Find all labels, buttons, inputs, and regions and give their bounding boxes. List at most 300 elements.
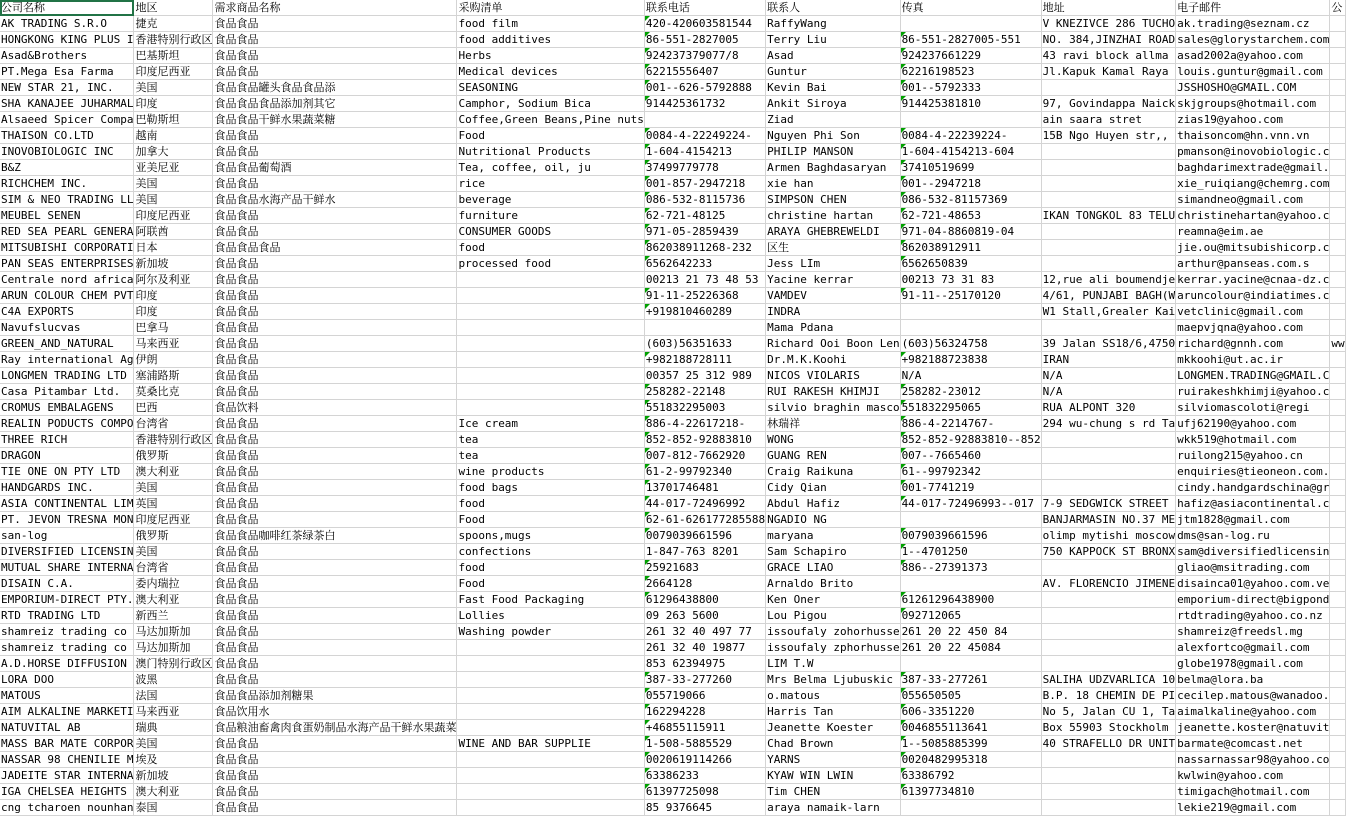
table-cell[interactable]: 巴拿马 xyxy=(134,320,213,336)
table-cell[interactable]: 阿联酋 xyxy=(134,224,213,240)
table-cell[interactable]: 25921683 xyxy=(644,560,765,576)
table-cell[interactable]: food xyxy=(457,240,644,256)
table-cell[interactable] xyxy=(1330,208,1345,224)
table-cell[interactable]: 086-532-81157369 xyxy=(900,192,1041,208)
table-cell[interactable]: Yacine kerrar xyxy=(766,272,900,288)
table-cell[interactable]: kwlwin@yahoo.com xyxy=(1176,768,1330,784)
table-cell[interactable]: 食品食品 xyxy=(213,416,457,432)
table-cell[interactable]: GREEN_AND_NATURAL xyxy=(0,336,134,352)
table-cell[interactable]: 食品食品 xyxy=(213,64,457,80)
table-cell[interactable] xyxy=(1330,80,1345,96)
table-cell[interactable]: timigach@hotmail.com xyxy=(1176,784,1330,800)
table-cell[interactable]: 551832295065 xyxy=(900,400,1041,416)
table-cell[interactable]: Lou Pigou xyxy=(766,608,900,624)
table-cell[interactable]: 43 ravi block allma xyxy=(1041,48,1175,64)
table-cell[interactable]: 食品食品咖啡红茶绿茶白 xyxy=(213,528,457,544)
table-cell[interactable] xyxy=(457,640,644,656)
table-cell[interactable]: 食品食品 xyxy=(213,384,457,400)
table-cell[interactable]: issoufaly zphorhusse xyxy=(767,641,900,654)
table-cell[interactable] xyxy=(1330,272,1345,288)
table-cell[interactable] xyxy=(1330,704,1345,720)
table-cell[interactable]: 瑞典 xyxy=(134,720,213,736)
table-cell[interactable] xyxy=(1041,800,1175,816)
table-cell[interactable]: 0020619114266 xyxy=(644,752,765,768)
table-cell[interactable]: 食品食品 xyxy=(213,608,457,624)
table-cell[interactable]: 法国 xyxy=(134,688,213,704)
table-cell[interactable]: 食品食品 xyxy=(213,640,457,656)
table-cell[interactable]: DRAGON xyxy=(0,448,134,464)
table-cell[interactable]: 924237379077/8 xyxy=(644,48,765,64)
table-cell[interactable]: 387-33-277261 xyxy=(900,672,1041,688)
table-cell[interactable]: 美国 xyxy=(134,480,213,496)
table-cell[interactable]: PHILIP MANSON xyxy=(766,144,900,160)
table-cell[interactable]: GUANG REN xyxy=(766,448,900,464)
table-cell[interactable]: IGA CHELSEA HEIGHTS xyxy=(0,784,134,800)
table-cell[interactable] xyxy=(457,320,644,336)
table-cell[interactable] xyxy=(1330,752,1345,768)
table-cell[interactable]: AIM ALKALINE MARKETI xyxy=(1,705,134,718)
table-cell[interactable]: issoufaly zohorhusse xyxy=(767,625,900,638)
table-cell[interactable]: REALIN PODUCTS COMPO xyxy=(1,417,134,430)
table-cell[interactable]: 44-017-72496993--017 xyxy=(900,496,1041,512)
table-cell[interactable]: araya namaik-larn xyxy=(766,800,900,816)
table-cell[interactable]: 印度 xyxy=(134,304,213,320)
table-cell[interactable]: 食品食品水海产品干鲜水 xyxy=(213,192,457,208)
table-cell[interactable] xyxy=(1330,16,1345,32)
table-cell[interactable]: nassarnassar98@yahoo.co xyxy=(1177,753,1330,766)
table-cell[interactable]: 区生 xyxy=(766,240,900,256)
table-cell[interactable]: simandneo@gmail.com xyxy=(1176,192,1330,208)
table-cell[interactable] xyxy=(1330,192,1345,208)
table-cell[interactable]: EMPORIUM-DIRECT PTY. xyxy=(1,593,134,606)
table-cell[interactable]: HANDGARDS INC. xyxy=(0,480,134,496)
table-cell[interactable] xyxy=(900,112,1041,128)
table-cell[interactable]: Ken Oner xyxy=(766,592,900,608)
table-cell[interactable]: 1-604-4154213-604 xyxy=(900,144,1041,160)
table-cell[interactable]: 英国 xyxy=(134,496,213,512)
table-cell[interactable]: MATOUS xyxy=(0,688,134,704)
column-header-cell[interactable]: 传真 xyxy=(900,0,1041,16)
table-cell[interactable]: 食品食品食品添加剂其它 xyxy=(213,96,457,112)
table-cell[interactable]: maryana xyxy=(766,528,900,544)
column-header-cell[interactable]: 公司名称 xyxy=(0,0,134,16)
table-cell[interactable]: Herbs xyxy=(457,48,644,64)
table-cell[interactable] xyxy=(457,288,644,304)
table-cell[interactable]: B.P. 18 CHEMIN DE PI xyxy=(1042,689,1176,702)
table-cell[interactable] xyxy=(1330,480,1345,496)
table-cell[interactable]: A.D.HORSE DIFFUSION xyxy=(0,656,134,672)
table-cell[interactable] xyxy=(1041,752,1175,768)
table-cell[interactable]: christinehartan@yahoo.c xyxy=(1177,209,1330,222)
table-cell[interactable]: cng tcharoen nounhan xyxy=(1,801,134,814)
table-cell[interactable]: 美国 xyxy=(134,80,213,96)
table-cell[interactable] xyxy=(457,720,644,736)
table-cell[interactable]: Food xyxy=(457,128,644,144)
table-cell[interactable]: tea xyxy=(457,448,644,464)
table-cell[interactable]: 印度 xyxy=(134,96,213,112)
table-cell[interactable] xyxy=(1041,464,1175,480)
table-cell[interactable] xyxy=(457,672,644,688)
table-cell[interactable] xyxy=(1041,240,1175,256)
table-cell[interactable]: 6562650839 xyxy=(900,256,1041,272)
table-cell[interactable]: san-log xyxy=(0,528,134,544)
column-header-cell[interactable]: 联系电话 xyxy=(644,0,765,16)
table-cell[interactable]: Jl.Kapuk Kamal Raya xyxy=(1041,64,1175,80)
table-cell[interactable]: 61--99792342 xyxy=(900,464,1041,480)
table-cell[interactable]: Jeanette Koester xyxy=(766,720,900,736)
table-cell[interactable]: 61397725098 xyxy=(644,784,765,800)
table-cell[interactable]: 37499779778 xyxy=(644,160,765,176)
table-cell[interactable]: 泰国 xyxy=(134,800,213,816)
table-cell[interactable]: 食品食品 xyxy=(213,752,457,768)
table-cell[interactable] xyxy=(1330,288,1345,304)
table-cell[interactable]: 606-3351220 xyxy=(900,704,1041,720)
table-cell[interactable]: 258282-23012 xyxy=(900,384,1041,400)
table-cell[interactable]: 食品食品干鲜水果蔬菜糖 xyxy=(213,112,457,128)
table-cell[interactable]: PT. JEVON TRESNA MON xyxy=(1,513,134,526)
table-cell[interactable]: 巴勒斯坦 xyxy=(134,112,213,128)
table-cell[interactable]: 阿尔及利亚 xyxy=(134,272,213,288)
table-cell[interactable]: 印度尼西亚 xyxy=(134,64,213,80)
table-cell[interactable]: alexfortco@gmail.com xyxy=(1176,640,1330,656)
table-cell[interactable]: tea xyxy=(457,432,644,448)
table-cell[interactable]: MITSUBISHI CORPORATI xyxy=(1,241,134,254)
table-cell[interactable]: 62-721-48653 xyxy=(900,208,1041,224)
column-header-cell[interactable]: 电子邮件 xyxy=(1176,0,1330,16)
table-cell[interactable]: 97, Govindappa Naick xyxy=(1042,97,1176,110)
table-cell[interactable]: 食品食品葡萄酒 xyxy=(213,160,457,176)
table-cell[interactable]: Coffee,Green Beans,Pine nuts xyxy=(458,113,644,126)
table-cell[interactable] xyxy=(900,16,1041,32)
table-cell[interactable]: food bags xyxy=(457,480,644,496)
table-cell[interactable]: ak.trading@seznam.cz xyxy=(1176,16,1330,32)
table-cell[interactable]: 埃及 xyxy=(134,752,213,768)
table-cell[interactable]: asad2002a@yahoo.com xyxy=(1176,48,1330,64)
table-cell[interactable]: 1-847-763 8201 xyxy=(644,544,765,560)
table-cell[interactable]: food xyxy=(457,560,644,576)
table-cell[interactable]: 1-508-5885529 xyxy=(644,736,765,752)
table-cell[interactable] xyxy=(1330,464,1345,480)
table-cell[interactable]: 伊朗 xyxy=(134,352,213,368)
table-cell[interactable]: 澳大利亚 xyxy=(134,592,213,608)
table-cell[interactable]: 862038911268-232 xyxy=(644,240,765,256)
table-cell[interactable] xyxy=(1330,672,1345,688)
table-cell[interactable]: 001--626-5792888 xyxy=(644,80,765,96)
table-cell[interactable]: 44-017-72496992 xyxy=(644,496,765,512)
table-cell[interactable]: GRACE LIAO xyxy=(766,560,900,576)
table-cell[interactable]: PT.Mega Esa Farma xyxy=(0,64,134,80)
table-cell[interactable] xyxy=(1041,80,1175,96)
table-cell[interactable]: 40 STRAFELLO DR UNIT xyxy=(1042,737,1176,750)
table-cell[interactable] xyxy=(1041,256,1175,272)
table-cell[interactable]: N/A xyxy=(900,368,1041,384)
table-cell[interactable] xyxy=(1041,224,1175,240)
table-cell[interactable]: Mama Pdana xyxy=(766,320,900,336)
table-cell[interactable] xyxy=(457,688,644,704)
table-cell[interactable]: WONG xyxy=(766,432,900,448)
table-cell[interactable]: 00213 73 31 83 xyxy=(900,272,1041,288)
table-cell[interactable] xyxy=(900,320,1041,336)
table-cell[interactable]: 澳大利亚 xyxy=(134,464,213,480)
table-cell[interactable] xyxy=(457,304,644,320)
table-cell[interactable]: 001-857-2947218 xyxy=(644,176,765,192)
table-cell[interactable]: Nutritional Products xyxy=(457,144,644,160)
table-cell[interactable]: spoons,mugs xyxy=(457,528,644,544)
table-cell[interactable]: food film xyxy=(457,16,644,32)
table-cell[interactable]: 62216198523 xyxy=(900,64,1041,80)
table-cell[interactable]: ruilong215@yahoo.cn xyxy=(1176,448,1330,464)
table-cell[interactable]: globe1978@gmail.com xyxy=(1176,656,1330,672)
table-cell[interactable]: VAMDEV xyxy=(766,288,900,304)
table-cell[interactable]: KYAW WIN LWIN xyxy=(766,768,900,784)
table-cell[interactable]: 食品饮料 xyxy=(213,400,457,416)
table-cell[interactable]: ufj62190@yahoo.com xyxy=(1176,416,1330,432)
table-cell[interactable] xyxy=(900,800,1041,816)
table-cell[interactable]: 61296438800 xyxy=(644,592,765,608)
table-cell[interactable]: 7-9 SEDGWICK STREET xyxy=(1041,496,1175,512)
table-cell[interactable] xyxy=(1330,144,1345,160)
table-cell[interactable] xyxy=(1041,608,1175,624)
table-cell[interactable] xyxy=(457,704,644,720)
table-cell[interactable] xyxy=(1041,592,1175,608)
table-cell[interactable]: 越南 xyxy=(134,128,213,144)
table-cell[interactable]: 美国 xyxy=(134,192,213,208)
table-cell[interactable] xyxy=(457,336,644,352)
table-cell[interactable]: 食品食品罐头食品食品添 xyxy=(213,80,457,96)
table-cell[interactable]: 食品食品 xyxy=(213,176,457,192)
table-cell[interactable]: 61261296438900 xyxy=(900,592,1041,608)
table-cell[interactable]: 852-852-92883810--852 xyxy=(901,433,1041,446)
table-cell[interactable]: Casa Pitambar Ltd. xyxy=(0,384,134,400)
table-cell[interactable]: 食品食品 xyxy=(213,560,457,576)
column-header-cell[interactable]: 地区 xyxy=(134,0,213,16)
table-cell[interactable]: Food xyxy=(457,512,644,528)
table-cell[interactable] xyxy=(1330,304,1345,320)
table-cell[interactable] xyxy=(457,352,644,368)
table-cell[interactable]: NGADIO NG xyxy=(766,512,900,528)
table-cell[interactable]: No 5, Jalan CU 1, Ta xyxy=(1042,705,1176,718)
table-cell[interactable]: 食品食品 xyxy=(213,272,457,288)
table-cell[interactable]: Chad Brown xyxy=(766,736,900,752)
table-cell[interactable]: Terry Liu xyxy=(766,32,900,48)
table-cell[interactable]: belma@lora.ba xyxy=(1176,672,1330,688)
table-cell[interactable]: DISAIN C.A. xyxy=(0,576,134,592)
table-cell[interactable]: cindy.handgardschina@gr xyxy=(1177,481,1330,494)
table-cell[interactable] xyxy=(1330,32,1345,48)
table-cell[interactable]: 马达加斯加 xyxy=(134,624,213,640)
table-cell[interactable]: 0079039661596 xyxy=(900,528,1041,544)
table-cell[interactable]: 12,rue ali boumendje xyxy=(1042,273,1176,286)
table-cell[interactable]: Alsaeed Spicer Compa xyxy=(1,113,134,126)
table-cell[interactable]: 巴基斯坦 xyxy=(134,48,213,64)
table-cell[interactable] xyxy=(1041,160,1175,176)
table-cell[interactable] xyxy=(1330,224,1345,240)
table-cell[interactable] xyxy=(1330,240,1345,256)
table-cell[interactable]: 0046855113641 xyxy=(900,720,1041,736)
table-cell[interactable]: 0084-4-22239224- xyxy=(900,128,1041,144)
table-cell[interactable]: 092712065 xyxy=(900,608,1041,624)
table-cell[interactable]: RICHCHEM INC. xyxy=(0,176,134,192)
table-cell[interactable]: 加拿大 xyxy=(134,144,213,160)
table-cell[interactable]: Centrale nord africa xyxy=(1,273,134,286)
table-cell[interactable]: silviomascoloti@regi xyxy=(1176,400,1330,416)
table-cell[interactable] xyxy=(457,800,644,816)
table-cell[interactable]: AK TRADING S.R.O xyxy=(0,16,134,32)
table-cell[interactable] xyxy=(1330,560,1345,576)
table-cell[interactable] xyxy=(1330,176,1345,192)
table-cell[interactable] xyxy=(1330,160,1345,176)
table-cell[interactable]: beverage xyxy=(457,192,644,208)
table-cell[interactable]: Mrs Belma Ljubuskic xyxy=(766,672,900,688)
table-cell[interactable] xyxy=(1041,144,1175,160)
table-cell[interactable]: confections xyxy=(457,544,644,560)
table-cell[interactable]: ww xyxy=(1331,337,1345,350)
table-cell[interactable]: barmate@comcast.net xyxy=(1176,736,1330,752)
table-cell[interactable]: Guntur xyxy=(766,64,900,80)
table-cell[interactable]: 85 9376645 xyxy=(644,800,765,816)
table-cell[interactable]: 0020482995318 xyxy=(900,752,1041,768)
table-cell[interactable]: ain saara stret xyxy=(1041,112,1175,128)
table-cell[interactable]: 食品食品 xyxy=(213,624,457,640)
table-cell[interactable]: NASSAR 98 CHENILIE M xyxy=(1,753,134,766)
table-cell[interactable]: 食品食品 xyxy=(213,592,457,608)
table-cell[interactable]: NICOS VIOLARIS xyxy=(766,368,900,384)
table-cell[interactable]: disainca01@yahoo.com.ve xyxy=(1177,577,1330,590)
table-cell[interactable]: 15B Ngo Huyen str,, xyxy=(1041,128,1175,144)
table-cell[interactable]: Nguyen Phi Son xyxy=(766,128,900,144)
table-cell[interactable] xyxy=(457,752,644,768)
table-cell[interactable]: 63386792 xyxy=(900,768,1041,784)
table-cell[interactable]: 食品食品 xyxy=(213,576,457,592)
table-cell[interactable]: hafiz@asiacontinental.c xyxy=(1177,497,1330,510)
table-cell[interactable]: rtdtrading@yahoo.co.nz xyxy=(1176,608,1330,624)
table-cell[interactable]: 001--2947218 xyxy=(900,176,1041,192)
table-cell[interactable]: 261 20 22 450 84 xyxy=(900,624,1041,640)
table-cell[interactable]: WINE AND BAR SUPPLIE xyxy=(457,736,644,752)
table-cell[interactable]: 09 263 5600 xyxy=(644,608,765,624)
table-cell[interactable]: 086-532-8115736 xyxy=(644,192,765,208)
table-cell[interactable]: SALIHA UDZVARLICA 10 xyxy=(1042,673,1176,686)
table-cell[interactable]: 750 KAPPOCK ST BRONX xyxy=(1042,545,1176,558)
table-cell[interactable]: 258282-22148 xyxy=(644,384,765,400)
table-cell[interactable]: shamreiz trading co xyxy=(0,640,134,656)
table-cell[interactable] xyxy=(1330,736,1345,752)
table-cell[interactable]: 美国 xyxy=(134,736,213,752)
table-cell[interactable]: 委内瑞拉 xyxy=(134,576,213,592)
table-cell[interactable] xyxy=(1330,96,1345,112)
table-cell[interactable]: Navufslucvas xyxy=(0,320,134,336)
table-cell[interactable]: 美国 xyxy=(134,544,213,560)
table-cell[interactable]: 食品食品 xyxy=(213,208,457,224)
table-cell[interactable]: +46855115911 xyxy=(644,720,765,736)
table-cell[interactable]: 食品食品 xyxy=(213,144,457,160)
table-cell[interactable] xyxy=(457,400,644,416)
table-cell[interactable] xyxy=(644,112,765,128)
table-cell[interactable]: 13701746481 xyxy=(644,480,765,496)
table-cell[interactable]: 塞浦路斯 xyxy=(134,368,213,384)
table-cell[interactable]: 马来西亚 xyxy=(134,336,213,352)
table-cell[interactable]: 886--27391373 xyxy=(900,560,1041,576)
table-cell[interactable]: zias19@yahoo.com xyxy=(1176,112,1330,128)
table-cell[interactable]: 6562642233 xyxy=(644,256,765,272)
table-cell[interactable]: INOVOBIOLOGIC INC xyxy=(0,144,134,160)
table-cell[interactable]: 俄罗斯 xyxy=(134,528,213,544)
table-cell[interactable]: sam@diversifiedlicensin xyxy=(1177,545,1330,558)
table-cell[interactable] xyxy=(1330,320,1345,336)
table-cell[interactable]: 捷克 xyxy=(134,16,213,32)
table-cell[interactable]: Richard Ooi Boon Len xyxy=(767,337,900,350)
table-cell[interactable]: AV. FLORENCIO JIMENE xyxy=(1042,577,1176,590)
table-cell[interactable]: 86-551-2827005 xyxy=(644,32,765,48)
table-cell[interactable]: dms@san-log.ru xyxy=(1176,528,1330,544)
table-cell[interactable]: shamreiz trading co xyxy=(0,624,134,640)
table-cell[interactable]: Lollies xyxy=(457,608,644,624)
table-cell[interactable]: 食品食品 xyxy=(213,480,457,496)
table-cell[interactable]: LONGMEN.TRADING@GMAIL.C xyxy=(1177,369,1330,382)
table-cell[interactable]: 食品食品 xyxy=(213,544,457,560)
table-cell[interactable]: Abdul Hafiz xyxy=(766,496,900,512)
table-cell[interactable] xyxy=(1330,384,1345,400)
table-cell[interactable]: pmanson@inovobiologic.c xyxy=(1177,145,1330,158)
table-cell[interactable]: 162294228 xyxy=(644,704,765,720)
table-cell[interactable] xyxy=(1041,176,1175,192)
table-cell[interactable]: (603)56351633 xyxy=(644,336,765,352)
table-cell[interactable]: Harris Tan xyxy=(766,704,900,720)
table-cell[interactable]: 印度 xyxy=(134,288,213,304)
table-cell[interactable]: 食品食品 xyxy=(213,32,457,48)
table-cell[interactable]: 波黑 xyxy=(134,672,213,688)
table-cell[interactable]: (603)56324758 xyxy=(900,336,1041,352)
table-cell[interactable]: 食品食品 xyxy=(213,768,457,784)
table-cell[interactable] xyxy=(1041,768,1175,784)
table-cell[interactable] xyxy=(1041,480,1175,496)
table-cell[interactable]: 853 62394975 xyxy=(644,656,765,672)
table-cell[interactable]: richard@gnnh.com xyxy=(1176,336,1330,352)
table-cell[interactable]: o.matous xyxy=(766,688,900,704)
table-cell[interactable]: 420-420603581544 xyxy=(644,16,765,32)
table-cell[interactable]: Ziad xyxy=(766,112,900,128)
table-cell[interactable]: 食品食品 xyxy=(213,464,457,480)
table-cell[interactable]: SIMPSON CHEN xyxy=(766,192,900,208)
table-cell[interactable]: 1-604-4154213 xyxy=(644,144,765,160)
table-cell[interactable]: BANJARMASIN NO.37 ME xyxy=(1042,513,1176,526)
table-cell[interactable] xyxy=(1330,768,1345,784)
table-cell[interactable]: baghdarimextrade@gmail. xyxy=(1177,161,1330,174)
table-cell[interactable] xyxy=(457,368,644,384)
table-cell[interactable] xyxy=(900,512,1041,528)
table-cell[interactable]: enquiries@tieoneon.com. xyxy=(1177,465,1330,478)
table-cell[interactable]: 61-2-99792340 xyxy=(644,464,765,480)
table-cell[interactable] xyxy=(1041,784,1175,800)
table-cell[interactable]: jtm1828@gmail.com xyxy=(1176,512,1330,528)
table-cell[interactable]: 日本 xyxy=(134,240,213,256)
table-cell[interactable]: 2664128 xyxy=(644,576,765,592)
table-cell[interactable]: 食品食品 xyxy=(213,368,457,384)
table-cell[interactable] xyxy=(1330,128,1345,144)
table-cell[interactable]: 0079039661596 xyxy=(644,528,765,544)
table-cell[interactable]: NATUVITAL AB xyxy=(0,720,134,736)
table-cell[interactable] xyxy=(1330,608,1345,624)
table-cell[interactable]: 86-551-2827005-551 xyxy=(900,32,1041,48)
table-cell[interactable]: gliao@msitrading.com xyxy=(1176,560,1330,576)
table-cell[interactable] xyxy=(1041,624,1175,640)
table-cell[interactable]: Camphor, Sodium Bica xyxy=(457,96,644,112)
table-cell[interactable]: 261 20 22 45084 xyxy=(900,640,1041,656)
table-cell[interactable]: THAISON CO.LTD xyxy=(0,128,134,144)
table-cell[interactable]: B&Z xyxy=(0,160,134,176)
table-cell[interactable] xyxy=(1041,448,1175,464)
table-cell[interactable]: louis.guntur@gmail.com xyxy=(1176,64,1330,80)
